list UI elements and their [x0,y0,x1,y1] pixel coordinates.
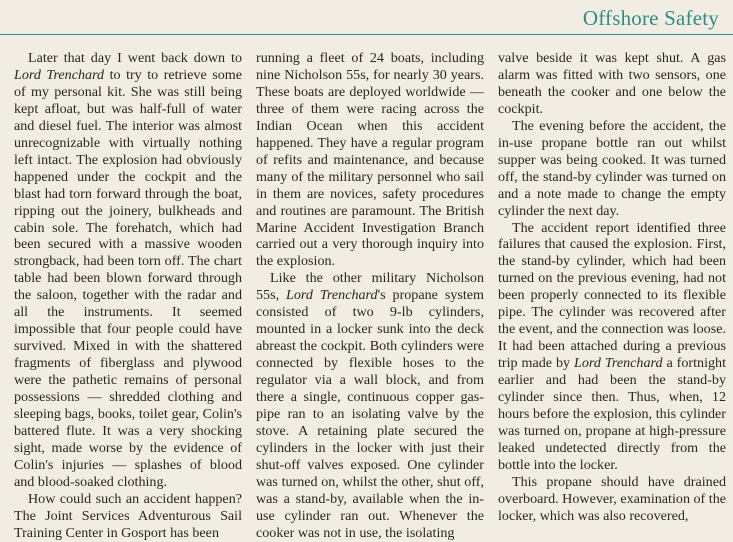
text-run: valve beside it was kept shut. A gas alarm was fitted with two sensors, one beneath the cooker and one below the cockpit. [498,50,726,117]
text-run: The accident report identified three failures that caused the explosion. First, the stand-by cylinder, which had been turned on the previous evening, had not been properly connected to its flexible pipe. The cylinder was recovered after the event, and the connection was loose. It had been attached during a previous trip made by [498,219,726,372]
paragraph [498,220,726,474]
text-run: a fortnight earlier and had been the stand-by cylinder since then. Thus, when, 12 hours before the explosion, this cylinder was turned on, propane at high-pressure leaked undetected directly from the bottle into the locker. [498,355,726,473]
text-column-2 [256,50,484,541]
text-column-1 [14,50,242,541]
boat-name-italic: Lord Trenchard [286,287,378,304]
text-run: 's propane system consisted of two 9-lb cylinders, mounted in a locker sunk into the deck abreast the cockpit. Both cylinders were connected by flexible hoses to the regulator via a wall block, and from there a single, continuous copper gas-pipe ran to an isolating valve by the stove. A retaining plate secured the cylinders in the locker with just their shut-off valves exposed. One cylinder was turned on, whilst the other, shut off, was a stand-by, available when the in-use cylinder ran out. Whenever the cooker was not in use, the isolating [256,287,484,541]
boat-name-italic: Lord Trenchard [574,355,663,372]
text-run: The evening before the accident, the in-use propane bottle ran out whilst supper was being cooked. It was turned off, the stand-by cylinder was turned on and a note made to change the empty cylinder the next day. [498,117,726,219]
paragraph [14,491,242,542]
paragraph [498,118,726,220]
page-header [0,0,733,40]
paragraph [498,474,726,525]
paragraph [256,270,484,541]
section-title: Offshore Safety [582,6,719,30]
paragraph [498,50,726,118]
text-run: to try to retrieve some of my personal kit. She was still being kept afloat, but was half-full of water and diesel fuel. The interior was almost unrecognizable with virtually nothing left intact. The explosion had obviously happened under the cockpit and the blast had torn forward through the boat, ripping out the joinery, bulkheads and cabin sole. The forehatch, which had been secured with a massive wooden strongback, had been torn off. The chart table had been blown forward through the saloon, together with the radar and all the instruments. It seemed impossible that four people could have survived. Mixed in with the shattered fragments of fiberglass and plywood were the pathetic remains of personal possessions — shredded clothing and sleeping bags, books, toilet gear, Colin's battered flute. It was a very shocking sight, made worse by the evidence of Colin's injuries — splashes of blood and blood-soaked clothing. [14,66,242,490]
article-body [14,50,726,541]
paragraph [256,50,484,270]
text-run: Later that day I went back down to [28,50,242,66]
header-rule [0,34,733,35]
text-run: running a fleet of 24 boats, including nine Nicholson 55s, for nearly 30 years. These boats are deployed worldwide — three of them were racing across the Indian Ocean when this accident happened. They have a regular program of refits and maintenance, and because many of the military personnel who sail in them are novices, safety procedures and routines are paramount. The British Marine Accident Investigation Branch carried out a very thorough inquiry into the explosion. [256,50,484,270]
text-run: How could such an accident happen? The Joint Services Adventurous Sail Training Center in Gosport has been [14,490,242,541]
text-run: This propane should have drained overboard. However, examination of the locker, which was also recovered, [498,473,726,524]
text-column-3 [498,50,726,528]
boat-name-italic: Lord Trenchard [14,66,105,83]
paragraph [14,50,242,491]
text-run: Like the other military Nicholson 55s, [256,270,484,304]
